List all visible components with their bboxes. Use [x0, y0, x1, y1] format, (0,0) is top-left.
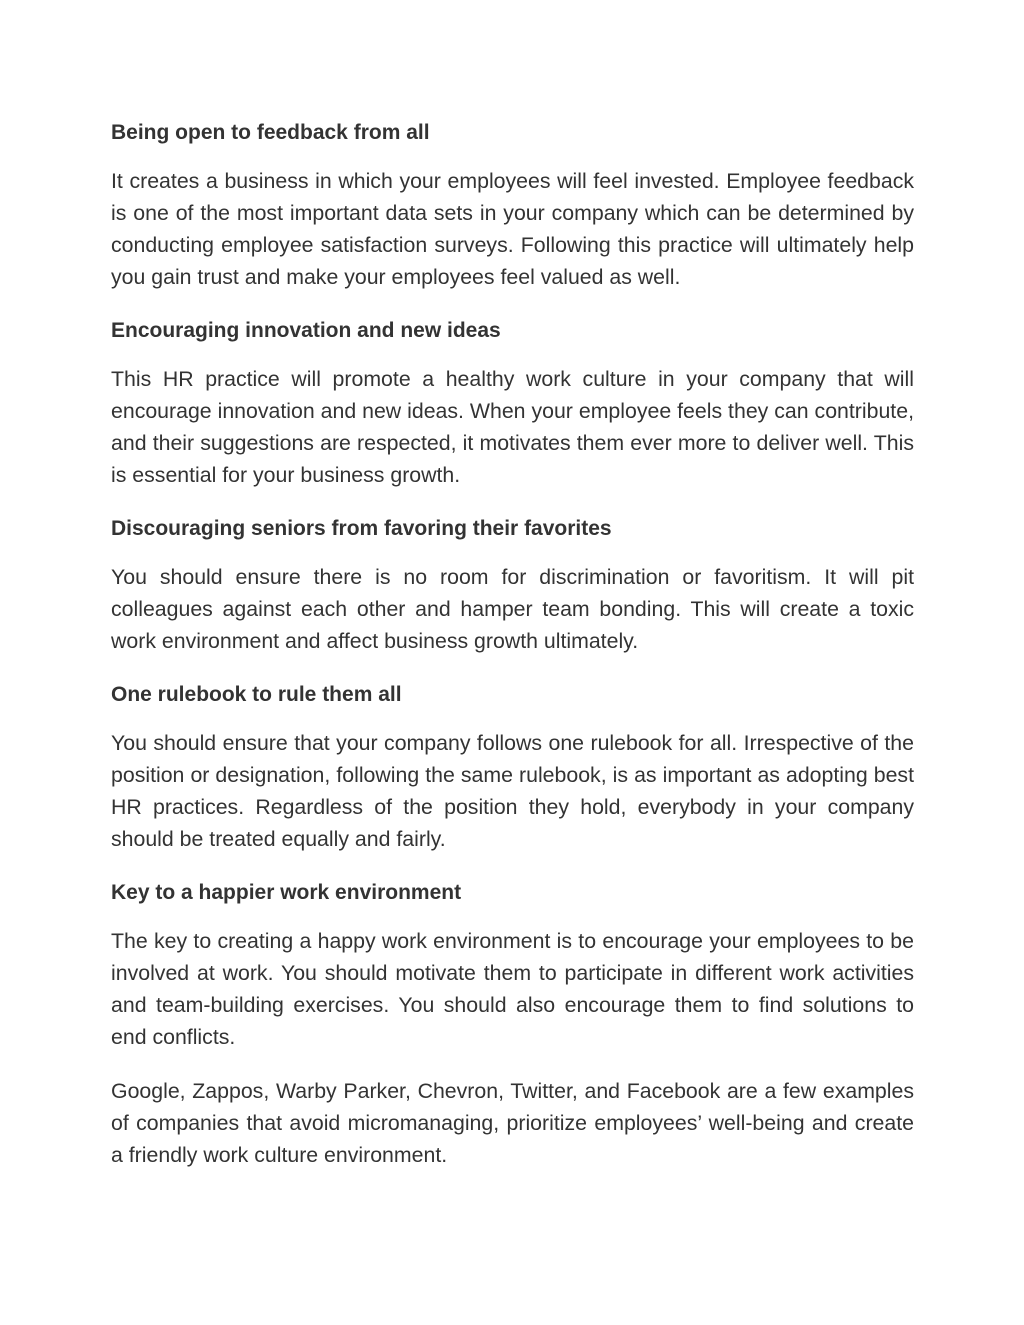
section-paragraph: This HR practice will promote a healthy work culture in your company that will encourage innovation and new ideas. When your employee feels they can contribute, and their suggestions are respected, it motivates them ever more to deliver well. This is essential for your business growth. — [111, 367, 914, 487]
section-heading: Being open to feedback from all — [111, 121, 430, 144]
section-paragraph: You should ensure there is no room for discrimination or favoritism. It will pit colleagues against each other and hamper team bonding. This will create a toxic work environment and affect business growth ultimately. — [111, 565, 914, 653]
section-paragraph: You should ensure that your company follows one rulebook for all. Irrespective of the position or designation, following the same rulebook, is as important as adopting best HR practices. Regardless of the position they hold, everybody in your company should be treated equally and fairly. — [111, 731, 914, 851]
document-body — [111, 117, 914, 1193]
section-paragraph: The key to creating a happy work environment is to encourage your employees to be involved at work. You should motivate them to participate in different work activities and team-building exercises. You should also encourage them to find solutions to end conflicts. — [111, 929, 914, 1049]
section-paragraph: Google, Zappos, Warby Parker, Chevron, Twitter, and Facebook are a few examples of companies that avoid micromanaging, prioritize employees’ well-being and create a friendly work culture environment. — [111, 1079, 914, 1167]
section-heading: One rulebook to rule them all — [111, 683, 402, 706]
section-heading: Encouraging innovation and new ideas — [111, 319, 501, 342]
section-heading: Key to a happier work environment — [111, 881, 462, 904]
section-paragraph: It creates a business in which your employees will feel invested. Employee feedback is one of the most important data sets in your company which can be determined by conducting employee satisfaction surveys. Following this practice will ultimately help you gain trust and make your employees feel valued as well. — [111, 169, 914, 289]
section-heading: Discouraging seniors from favoring their favorites — [111, 517, 612, 540]
